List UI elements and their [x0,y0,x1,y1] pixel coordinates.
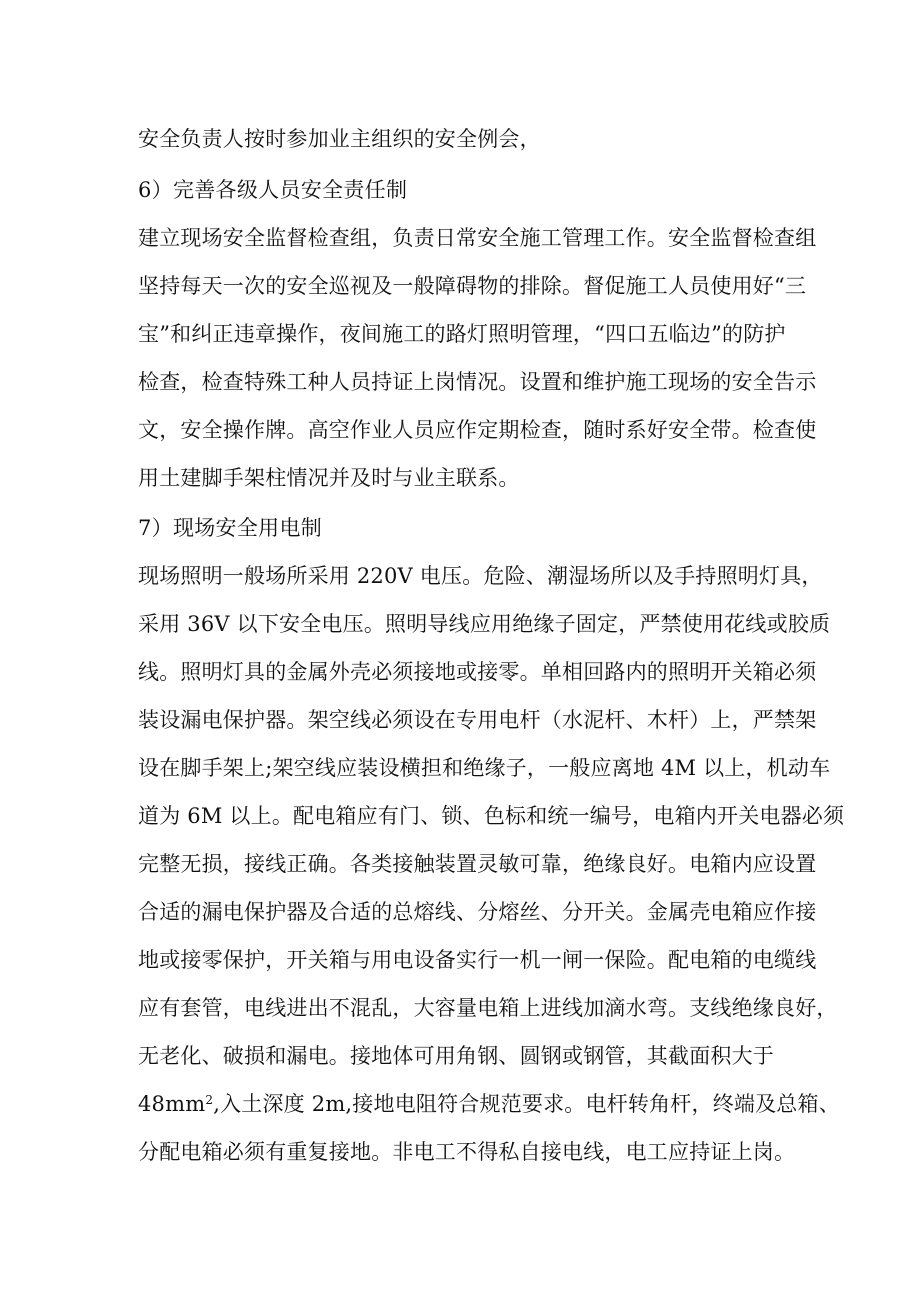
section-7-line-10: 应有套管，电线进出不混乱，大容量电箱上进线加滴水弯。支线绝缘良好， [138,996,838,1020]
section-7-line-13: 分配电箱必须有重复接地。非电工不得私自接电线，电工应持证上岗。 [138,1140,796,1164]
section-7-heading: 7）现场安全用电制 [138,516,323,540]
section-7-line-2: 采用 36V 以下安全电压。照明导线应用绝缘子固定，严禁使用花线或胶质 [138,612,831,636]
section-6-line-2: 坚持每天一次的安全巡视及一般障碍物的排除。督促施工人员使用好“三 [138,274,807,298]
section-7-line-8: 合适的漏电保护器及合适的总熔线、分熔丝、分开关。金属壳电箱应作接 [138,900,817,924]
section-6-heading: 6）完善各级人员安全责任制 [138,178,408,202]
section-6-line-5: 文，安全操作牌。高空作业人员应作定期检查，随时系好安全带。检查使 [138,418,817,442]
intro-line: 安全负责人按时参加业主组织的安全例会， [138,127,541,151]
section-7-line-12 [138,1088,840,1120]
section-7-line-5: 设在脚手架上;架空线应装设横担和绝缘子，一般应离地 4M 以上，机动车 [138,756,831,780]
section-6-line-3: 宝”和纠正违章操作，夜间施工的路灯照明管理，“四口五临边”的防护 [138,322,786,346]
section-7-line-1: 现场照明一般场所采用 220V 电压。危险、潮湿场所以及手持照明灯具， [138,564,823,588]
area-value: 48mm [138,1092,206,1116]
section-7-line-3: 线。照明灯具的金属外壳必须接地或接零。单相回路内的照明开关箱必须 [138,660,817,684]
section-7-line-9: 地或接零保护，开关箱与用电设备实行一机一闸一保险。配电箱的电缆线 [138,948,817,972]
section-6-line-1: 建立现场安全监督检查组，负责日常安全施工管理工作。安全监督检查组 [138,226,817,250]
section-7-line-11: 无老化、破损和漏电。接地体可用角钢、圆钢或钢管，其截面积大于 [138,1044,774,1068]
area-line-rest: ,入土深度 2m,接地电阻符合规范要求。电杆转角杆，终端及总箱、 [213,1092,840,1116]
section-6-line-6: 用土建脚手架柱情况并及时与业主联系。 [138,466,520,490]
area-exponent: 2 [205,1093,214,1107]
section-6-line-4: 检查，检查特殊工种人员持证上岗情况。设置和维护施工现场的安全告示 [138,370,817,394]
section-7-line-7: 完整无损，接线正确。各类接触装置灵敏可靠，绝缘良好。电箱内应设置 [138,852,817,876]
section-7-line-4: 装设漏电保护器。架空线必须设在专用电杆（水泥杆、木杆）上，严禁架 [138,708,817,732]
section-7-line-6: 道为 6M 以上。配电箱应有门、锁、色标和统一编号，电箱内开关电器必须 [138,804,845,828]
